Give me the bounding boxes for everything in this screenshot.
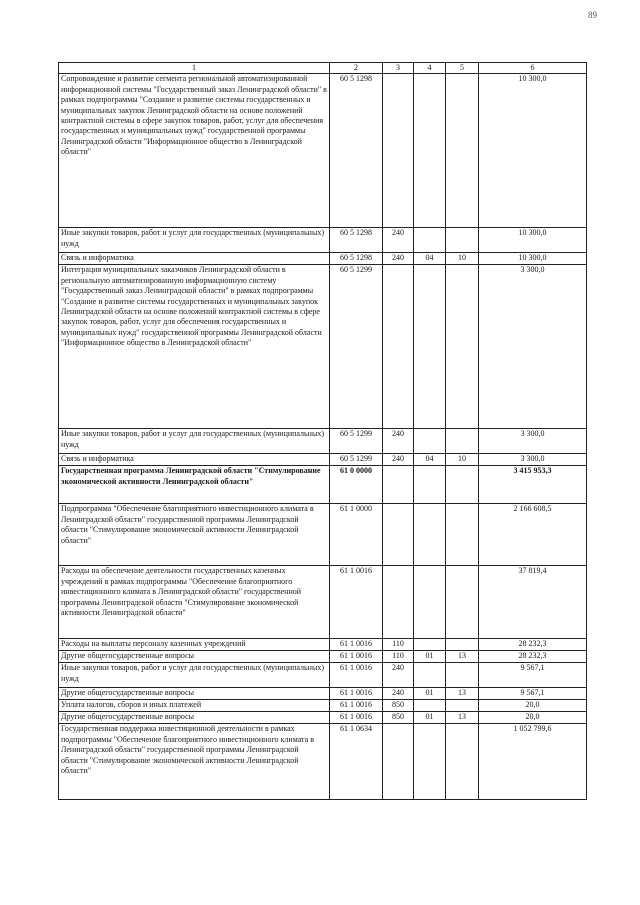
- rz-cell: [414, 265, 446, 429]
- rz-cell: [414, 228, 446, 253]
- csr-cell: 61 1 0016: [330, 651, 383, 663]
- header-cell: 3: [383, 63, 414, 74]
- table-row: [59, 639, 587, 651]
- header-row: [59, 63, 587, 74]
- table-row: [59, 566, 587, 639]
- table-row: [59, 74, 587, 228]
- csr-cell: 61 1 0016: [330, 688, 383, 700]
- rz-cell: [414, 639, 446, 651]
- sum-cell: 10 300,0: [479, 253, 587, 265]
- row-name-cell: Другие общегосударственные вопросы: [59, 712, 330, 724]
- csr-cell: 60 5 1298: [330, 228, 383, 253]
- pr-cell: [446, 504, 479, 566]
- row-name-cell: Иные закупки товаров, работ и услуг для государственных (муниципальных) нужд: [59, 663, 330, 688]
- vr-cell: [383, 504, 414, 566]
- header-cell: 6: [479, 63, 587, 74]
- row-name-cell: Интеграция муниципальных заказчиков Ленинградской области в региональную автоматизированную информационную систему "Государственный заказ Ленинградской области" в рамках подпрограммы "Создание и развитие системы государственных и муниципальных закупок Ленинградской области на основе положений контрактной системы в сфере закупок товаров, работ, услуг для обеспечения государственных и муниципальных нужд" государственной программы Ленинградской области "Информационное общество в Ленинградской области": [59, 265, 330, 429]
- table-row: [59, 724, 587, 800]
- csr-cell: 61 1 0016: [330, 566, 383, 639]
- sum-cell: 3 300,0: [479, 454, 587, 466]
- header-cell: 1: [59, 63, 330, 74]
- row-name-cell: Расходы на обеспечение деятельности государственных казенных учреждений в рамках подпрограммы "Обеспечение благоприятного инвестиционного климата в Ленинградской области" государственной программы Ленинградской области "Стимулирование экономической активности Ленинградской области": [59, 566, 330, 639]
- rz-cell: [414, 504, 446, 566]
- pr-cell: [446, 228, 479, 253]
- row-name-cell: Подпрограмма "Обеспечение благоприятного инвестиционного климата в Ленинградской области" государственной программы Ленинградской области "Стимулирование экономической активности Ленинградской области": [59, 504, 330, 566]
- pr-cell: [446, 74, 479, 228]
- pr-cell: [446, 663, 479, 688]
- sum-cell: 37 819,4: [479, 566, 587, 639]
- sum-cell: 20,0: [479, 712, 587, 724]
- vr-cell: 240: [383, 454, 414, 466]
- csr-cell: 61 1 0016: [330, 663, 383, 688]
- vr-cell: 240: [383, 688, 414, 700]
- vr-cell: [383, 724, 414, 800]
- vr-cell: [383, 74, 414, 228]
- rz-cell: 01: [414, 712, 446, 724]
- csr-cell: 61 1 0634: [330, 724, 383, 800]
- sum-cell: 9 567,1: [479, 663, 587, 688]
- sum-cell: 2 166 608,5: [479, 504, 587, 566]
- sum-cell: 3 300,0: [479, 429, 587, 454]
- pr-cell: 13: [446, 712, 479, 724]
- pr-cell: 13: [446, 651, 479, 663]
- pr-cell: 13: [446, 688, 479, 700]
- row-name-cell: Иные закупки товаров, работ и услуг для государственных (муниципальных) нужд: [59, 429, 330, 454]
- header-cell: 4: [414, 63, 446, 74]
- csr-cell: 61 1 0016: [330, 700, 383, 712]
- csr-cell: 60 5 1299: [330, 265, 383, 429]
- rz-cell: 01: [414, 688, 446, 700]
- table-row: [59, 454, 587, 466]
- table-row: [59, 253, 587, 265]
- sum-cell: 10 300,0: [479, 74, 587, 228]
- csr-cell: 61 1 0016: [330, 712, 383, 724]
- sum-cell: 20,0: [479, 700, 587, 712]
- pr-cell: [446, 639, 479, 651]
- pr-cell: [446, 429, 479, 454]
- rz-cell: 04: [414, 253, 446, 265]
- pr-cell: 10: [446, 454, 479, 466]
- row-name-cell: Связь и информатика: [59, 454, 330, 466]
- row-name-cell: Связь и информатика: [59, 253, 330, 265]
- table-row: [59, 228, 587, 253]
- sum-cell: 28 232,3: [479, 639, 587, 651]
- budget-table: [58, 62, 587, 800]
- table-row: [59, 700, 587, 712]
- vr-cell: 110: [383, 651, 414, 663]
- sum-cell: 28 232,3: [479, 651, 587, 663]
- csr-cell: 60 5 1299: [330, 454, 383, 466]
- sum-cell: 10 300,0: [479, 228, 587, 253]
- table-row: [59, 265, 587, 429]
- pr-cell: [446, 724, 479, 800]
- vr-cell: [383, 265, 414, 429]
- rz-cell: [414, 663, 446, 688]
- vr-cell: 850: [383, 712, 414, 724]
- vr-cell: [383, 566, 414, 639]
- rz-cell: [414, 724, 446, 800]
- header-cell: 2: [330, 63, 383, 74]
- rz-cell: [414, 74, 446, 228]
- sum-cell: 3 300,0: [479, 265, 587, 429]
- csr-cell: 60 5 1299: [330, 429, 383, 454]
- page-number: 89: [588, 10, 597, 20]
- vr-cell: [383, 466, 414, 504]
- sum-cell: 3 415 953,3: [479, 466, 587, 504]
- pr-cell: 10: [446, 253, 479, 265]
- pr-cell: [446, 700, 479, 712]
- row-name-cell: Сопровождение и развитие сегмента региональной автоматизированной информационной системы "Государственный заказ Ленинградской области" в рамках подпрограммы "Создание и развитие системы государственных и муниципальных закупок Ленинградской области на основе положений контрактной системы в сфере закупок товаров, работ, услуг для обеспечения государственных и муниципальных нужд" государственной программы Ленинградской области "Информационное общество в Ленинградской области": [59, 74, 330, 228]
- row-name-cell: Другие общегосударственные вопросы: [59, 651, 330, 663]
- table-row: [59, 663, 587, 688]
- table-row: [59, 466, 587, 504]
- vr-cell: 240: [383, 228, 414, 253]
- table-row: [59, 688, 587, 700]
- pr-cell: [446, 466, 479, 504]
- rz-cell: [414, 566, 446, 639]
- row-name-cell: Другие общегосударственные вопросы: [59, 688, 330, 700]
- csr-cell: 60 5 1298: [330, 253, 383, 265]
- sum-cell: 9 567,1: [479, 688, 587, 700]
- rz-cell: [414, 466, 446, 504]
- header-cell: 5: [446, 63, 479, 74]
- csr-cell: 60 5 1298: [330, 74, 383, 228]
- row-name-cell: Иные закупки товаров, работ и услуг для государственных (муниципальных) нужд: [59, 228, 330, 253]
- rz-cell: 01: [414, 651, 446, 663]
- row-name-cell: Расходы на выплаты персоналу казенных учреждений: [59, 639, 330, 651]
- vr-cell: 240: [383, 663, 414, 688]
- rz-cell: 04: [414, 454, 446, 466]
- vr-cell: 240: [383, 253, 414, 265]
- row-name-cell: Уплата налогов, сборов и иных платежей: [59, 700, 330, 712]
- csr-cell: 61 1 0016: [330, 639, 383, 651]
- rz-cell: [414, 700, 446, 712]
- vr-cell: 110: [383, 639, 414, 651]
- vr-cell: 850: [383, 700, 414, 712]
- sum-cell: 1 052 799,6: [479, 724, 587, 800]
- row-name-cell: Государственная программа Ленинградской области "Стимулирование экономической активности Ленинградской области": [59, 466, 330, 504]
- table-row: [59, 712, 587, 724]
- csr-cell: 61 1 0000: [330, 504, 383, 566]
- vr-cell: 240: [383, 429, 414, 454]
- pr-cell: [446, 566, 479, 639]
- table-row: [59, 504, 587, 566]
- pr-cell: [446, 265, 479, 429]
- csr-cell: 61 0 0000: [330, 466, 383, 504]
- row-name-cell: Государственная поддержка инвестиционной деятельности в рамках подпрограммы "Обеспечение благоприятного инвестиционного климата в Ленинградской области" государственной программы Ленинградской области "Стимулирование экономической активности Ленинградской области": [59, 724, 330, 800]
- table-row: [59, 651, 587, 663]
- table-row: [59, 429, 587, 454]
- rz-cell: [414, 429, 446, 454]
